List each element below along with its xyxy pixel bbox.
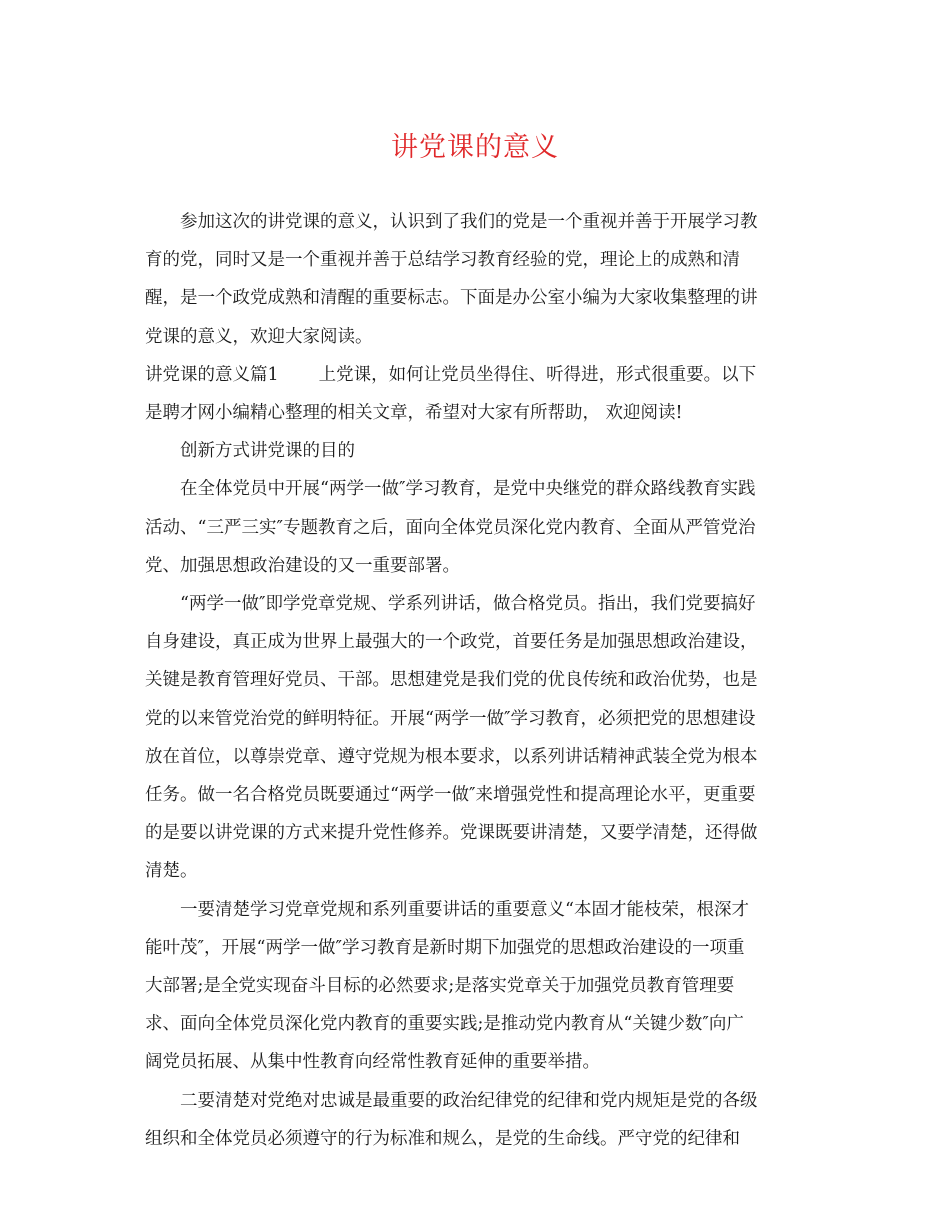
- section-heading-text: 上党课，如何让党员坐得住、听得进，形式很重要。以下: [318, 364, 757, 385]
- paragraph-line: 清楚。: [145, 861, 198, 882]
- paragraph-line: 醒，是一个政党成熟和清醒的重要标志。下面是办公室小编为大家收集整理的讲: [145, 288, 758, 309]
- paragraph-line: 求、面向全体党员深化党内教育的重要实践;是推动党内教育从“关键少数″向广: [145, 1014, 744, 1035]
- document-body: [145, 203, 811, 1158]
- paragraph-line: 党的以来管党治党的鲜明特征。开展“两学一做″学习教育，必须把党的思想建设: [145, 708, 756, 729]
- paragraph-line: 在全体党员中开展“两学一做″学习教育，是党中央继党的群众路线教育实践: [180, 479, 756, 500]
- paragraph-body: [145, 470, 811, 585]
- paragraph-body: [145, 585, 811, 891]
- paragraph-line: “两学一做″即学党章党规、学系列讲话，做合格党员。指出，我们党要搞好: [180, 594, 756, 615]
- paragraph-body: [145, 1082, 811, 1158]
- paragraph-body: [145, 891, 811, 1082]
- paragraph-line: 放在首位，以尊崇党章、遵守党规为根本要求，以系列讲话精神武装全党为根本: [145, 746, 758, 767]
- section-heading: 讲党课的意义篇1: [145, 364, 279, 385]
- paragraph-section-1: [145, 356, 811, 432]
- paragraph-line: 参加这次的讲党课的意义，认识到了我们的党是一个重视并善于开展学习教: [180, 212, 758, 232]
- paragraph-line: 育的党，同时又是一个重视并善于总结学习教育经验的党，理论上的成熟和清: [145, 250, 740, 271]
- paragraph-line: 关键是教育管理好党员、干部。思想建党是我们党的优良传统和政治优势，也是: [145, 670, 758, 691]
- paragraph-line: 党、加强思想政治建设的又一重要部署。: [145, 555, 460, 576]
- paragraph-line: 党课的意义，欢迎大家阅读。: [145, 326, 373, 347]
- paragraph-line: 创新方式讲党课的目的: [180, 441, 355, 462]
- paragraph-line: 阔党员拓展、从集中性教育向经常性教育延伸的重要举措。: [145, 1052, 600, 1073]
- paragraph-line: 活动、“三严三实″专题教育之后，面向全体党员深化党内教育、全面从严管党治: [145, 517, 756, 538]
- paragraph-line: 大部署;是全党实现奋斗目标的必然要求;是落实党章关于加强党员教育管理要: [145, 976, 735, 997]
- paragraph-line: [145, 356, 811, 394]
- paragraph-line: 自身建设，真正成为世界上最强大的一个政党，首要任务是加强思想政治建设，: [145, 632, 758, 653]
- document-title: 讲党课的意义: [391, 132, 559, 163]
- paragraph-intro: [145, 203, 811, 356]
- paragraph-line: 是聘才网小编精心整理的相关文章，希望对大家有所帮助， 欢迎阅读!: [145, 403, 683, 424]
- paragraph-line: 的是要以讲党课的方式来提升党性修养。党课既要讲清楚，又要学清楚，还得做: [145, 823, 758, 844]
- paragraph-line: 能叶茂″，开展“两学一做″学习教育是新时期下加强党的思想政治建设的一项重: [145, 937, 745, 958]
- paragraph-line: 组织和全体党员必须遵守的行为标准和规么，是党的生命线。严守党的纪律和: [145, 1128, 740, 1149]
- paragraph-line: 二要清楚对党绝对忠诚是最重要的政治纪律党的纪律和党内规矩是党的各级: [180, 1090, 758, 1111]
- paragraph-line: 一要清楚学习党章党规和系列重要讲话的重要意义“本固才能枝荣，根深才: [180, 899, 749, 920]
- paragraph-subheading: [145, 432, 811, 470]
- paragraph-line: 任务。做一名合格党员既要通过“两学一做″来增强党性和提高理论水平，更重要: [145, 785, 756, 806]
